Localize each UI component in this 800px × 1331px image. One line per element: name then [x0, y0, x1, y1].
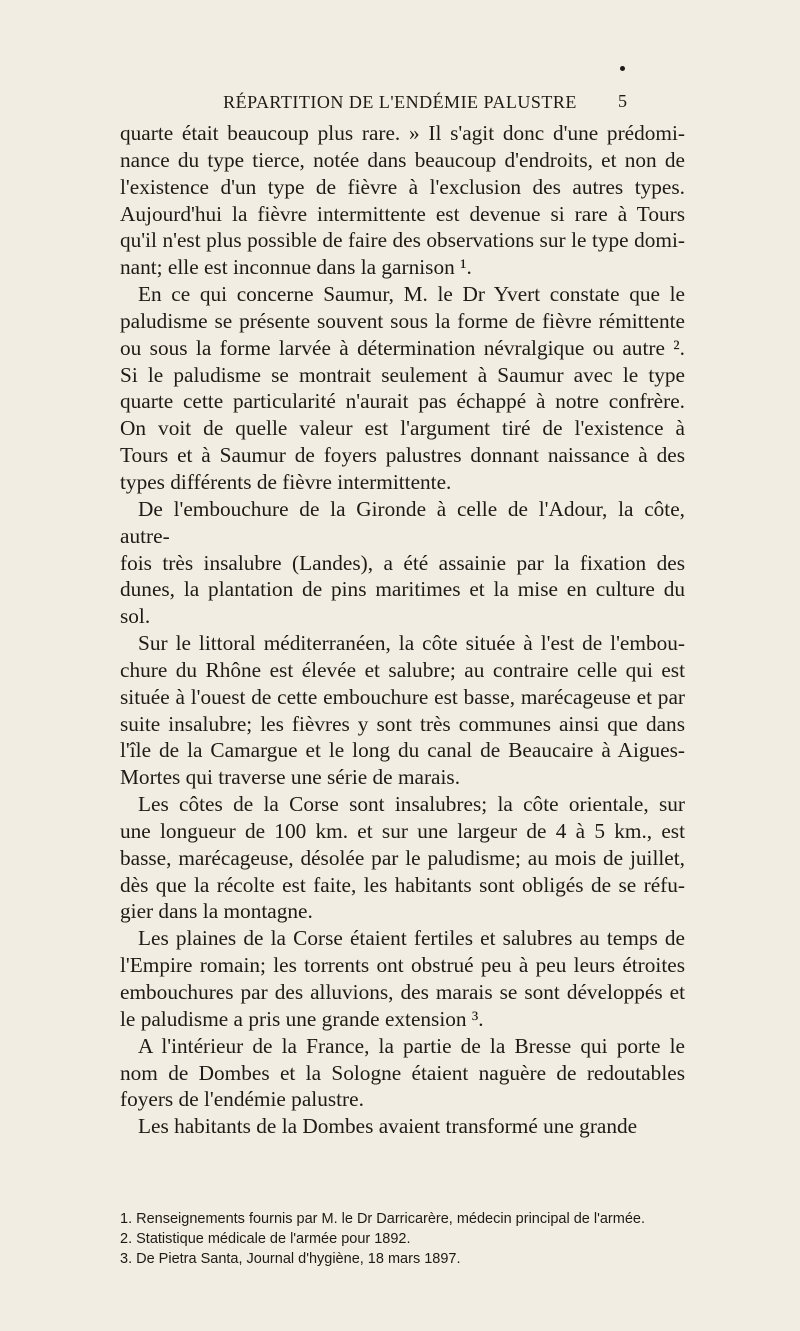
- text-line: nom de Dombes et la Sologne étaient naguère de redoutables: [120, 1060, 685, 1085]
- page-number: 5: [618, 91, 627, 111]
- print-dot: [620, 66, 625, 71]
- text-line: l'Empire romain; les torrents ont obstrué peu à peu leurs étroites: [120, 953, 685, 978]
- text-line: Les plaines de la Corse étaient fertiles et salubres au temps de: [138, 926, 685, 951]
- text-line: Sur le littoral méditerranéen, la côte située à l'est de l'embou-: [138, 631, 685, 656]
- text-line: types différents de fièvre intermittente.: [120, 469, 452, 494]
- text-line: Les côtes de la Corse sont insalubres; la côte orientale, sur: [138, 792, 685, 817]
- footnote-2: 2. Statistique médicale de l'armée pour 1892.: [120, 1231, 411, 1247]
- text-line: ou sous la forme larvée à détermination névralgique ou autre ².: [120, 335, 685, 360]
- text-line: gier dans la montagne.: [120, 899, 313, 924]
- text-line: En ce qui concerne Saumur, M. le Dr Yvert constate que le: [138, 282, 685, 307]
- paragraph: [120, 791, 685, 925]
- paragraph: [120, 1033, 685, 1114]
- running-header: RÉPARTITION DE L'ENDÉMIE PALUSTRE: [223, 92, 577, 112]
- paragraph: [120, 496, 685, 630]
- text-line: nance du type tierce, notée dans beaucoup d'endroits, et non de: [120, 147, 685, 172]
- footnote-3: 3. De Pietra Santa, Journal d'hygiène, 18 mars 1897.: [120, 1251, 461, 1267]
- text-line: quarte cette particularité n'aurait pas échappé à notre confrère.: [120, 389, 685, 414]
- footnotes: [120, 1209, 690, 1269]
- text-line: l'île de la Camargue et le long du canal de Beaucaire à Aigues-: [120, 738, 685, 763]
- text-line: une longueur de 100 km. et sur une largeur de 4 à 5 km., est: [120, 818, 685, 843]
- paragraph: [120, 120, 685, 281]
- text-line: située à l'ouest de cette embouchure est basse, marécageuse et par: [120, 684, 685, 709]
- footnote-1: 1. Renseignements fournis par M. le Dr Darricarère, médecin principal de l'armée.: [120, 1211, 645, 1227]
- text-line: Les habitants de la Dombes avaient transformé une grande: [138, 1114, 638, 1139]
- paragraph: [120, 281, 685, 496]
- text-line: De l'embouchure de la Gironde à celle de l'Adour, la côte, autre-: [120, 496, 685, 548]
- text-line: suite insalubre; les fièvres y sont très communes ainsi que dans: [120, 711, 685, 736]
- text-line: l'existence d'un type de fièvre à l'exclusion des autres types.: [120, 174, 685, 199]
- body-text: [120, 120, 685, 1140]
- text-line: sol.: [120, 604, 151, 629]
- text-line: quarte était beaucoup plus rare. » Il s'agit donc d'une prédomi-: [120, 121, 685, 145]
- paragraph: [120, 925, 685, 1032]
- text-line: basse, marécageuse, désolée par le paludisme; au mois de juillet,: [120, 845, 685, 870]
- text-line: foyers de l'endémie palustre.: [120, 1087, 364, 1112]
- text-line: dès que la récolte est faite, les habitants sont obligés de se réfu-: [120, 872, 685, 897]
- paragraph: [120, 630, 685, 791]
- text-line: Tours et à Saumur de foyers palustres donnant naissance à des: [120, 443, 685, 468]
- text-line: embouchures par des alluvions, des marais se sont développés et: [120, 980, 685, 1004]
- text-line: dunes, la plantation de pins maritimes et la mise en culture du: [120, 577, 685, 602]
- text-line: fois très insalubre (Landes), a été assainie par la fixation des: [120, 550, 685, 575]
- text-line: On voit de quelle valeur est l'argument tiré de l'existence à: [120, 416, 685, 441]
- text-line: le paludisme a pris une grande extension ³.: [120, 1006, 484, 1031]
- text-line: Aujourd'hui la fièvre intermittente est devenue si rare à Tours: [120, 201, 685, 226]
- text-line: qu'il n'est plus possible de faire des observations sur le type domi-: [120, 228, 685, 253]
- text-line: Si le paludisme se montrait seulement à Saumur avec le type: [120, 362, 685, 387]
- text-line: chure du Rhône est élevée et salubre; au contraire celle qui est: [120, 657, 685, 682]
- text-line: paludisme se présente souvent sous la forme de fièvre rémittente: [120, 308, 685, 333]
- text-line: nant; elle est inconnue dans la garnison ¹.: [120, 255, 472, 280]
- paragraph: [120, 1113, 685, 1140]
- text-line: A l'intérieur de la France, la partie de la Bresse qui porte le: [138, 1033, 685, 1058]
- text-line: Mortes qui traverse une série de marais.: [120, 765, 461, 790]
